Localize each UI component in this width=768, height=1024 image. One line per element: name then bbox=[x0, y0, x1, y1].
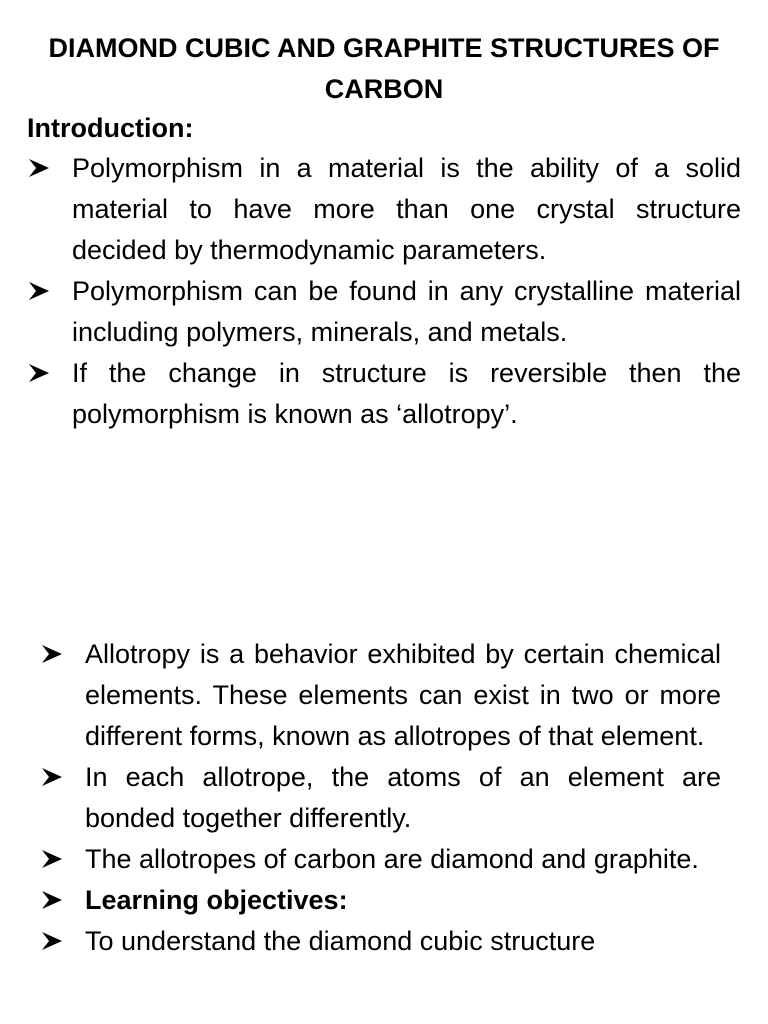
arrowhead-bullet-icon bbox=[41, 931, 63, 951]
learning-objectives-heading: Learning objectives: bbox=[85, 885, 348, 915]
bullet-text: Allotropy is a behavior exhibited by certain chemical elements. These elements can exist in two or more different forms, known as allotropes of that element. bbox=[85, 639, 721, 751]
document-title bbox=[20, 28, 748, 110]
arrowhead-bullet-icon bbox=[41, 890, 63, 910]
introduction-bullet-list bbox=[72, 148, 741, 435]
arrowhead-bullet-icon bbox=[28, 363, 50, 383]
bullet-item bbox=[85, 757, 721, 839]
arrowhead-bullet-icon bbox=[41, 767, 63, 787]
bullet-text: If the change in structure is reversible then the polymorphism is known as ‘allotropy’. bbox=[72, 358, 741, 429]
introduction-heading: Introduction: bbox=[27, 113, 194, 143]
bullet-text: To understand the diamond cubic structure bbox=[85, 926, 596, 956]
bullet-item bbox=[72, 353, 741, 435]
bullet-item bbox=[72, 148, 741, 271]
bullet-item bbox=[85, 839, 721, 880]
bullet-item bbox=[85, 921, 721, 962]
allotropy-bullet-list bbox=[85, 634, 721, 962]
arrowhead-bullet-icon bbox=[41, 849, 63, 869]
bullet-text: In each allotrope, the atoms of an element are bonded together differently. bbox=[85, 762, 721, 833]
bullet-text: Polymorphism in a material is the ability of a solid material to have more than one crystal structure decided by thermodynamic parameters. bbox=[72, 153, 741, 265]
arrowhead-bullet-icon bbox=[28, 158, 50, 178]
arrowhead-bullet-icon bbox=[41, 644, 63, 664]
arrowhead-bullet-icon bbox=[28, 281, 50, 301]
bullet-text: Polymorphism can be found in any crystalline material including polymers, minerals, and metals. bbox=[72, 276, 741, 347]
bullet-item bbox=[72, 271, 741, 353]
title-line-2: CARBON bbox=[324, 74, 444, 104]
bullet-item bbox=[85, 634, 721, 757]
bullet-text: The allotropes of carbon are diamond and graphite. bbox=[85, 844, 699, 874]
title-line-1: DIAMOND CUBIC AND GRAPHITE STRUCTURES OF bbox=[48, 33, 720, 63]
bullet-item bbox=[85, 880, 721, 921]
